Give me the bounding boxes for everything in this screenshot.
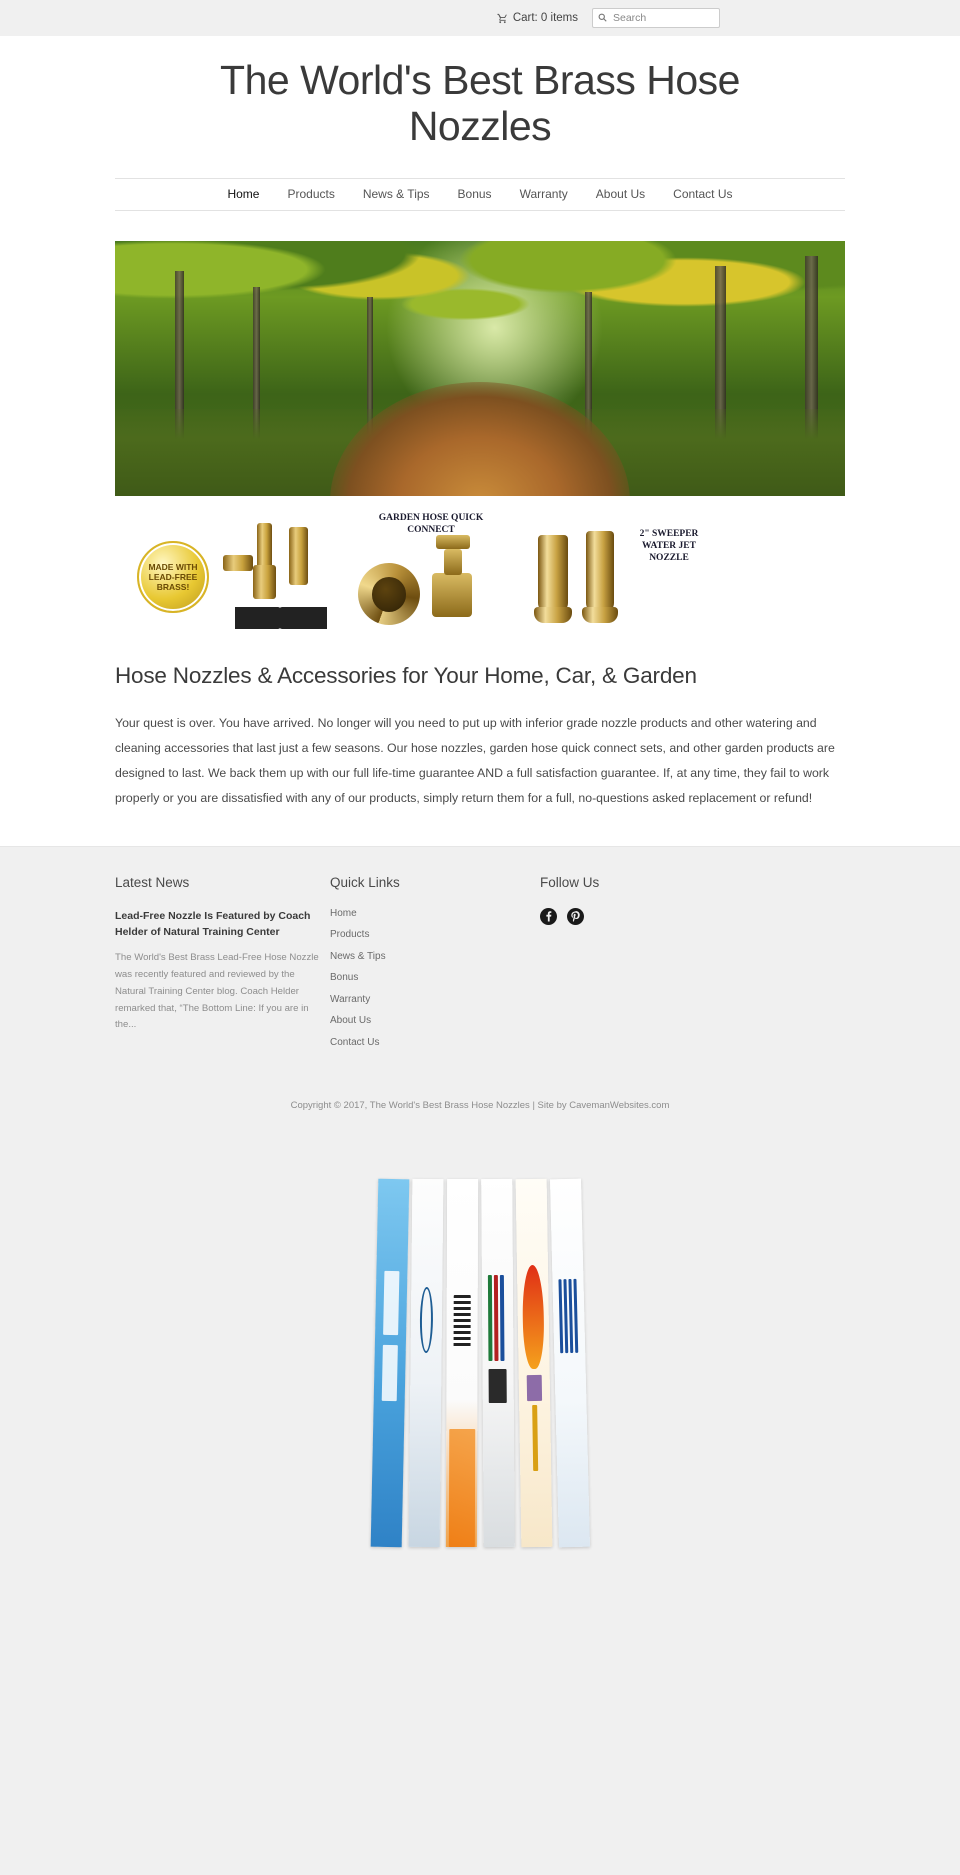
hero-banner-image: [115, 241, 845, 496]
section-heading: Hose Nozzles & Accessories for Your Home, Car, & Garden: [115, 662, 697, 688]
banner-panel-lightblue: [550, 1179, 590, 1548]
nav-item-products[interactable]: Products: [287, 187, 335, 202]
nav-item-about-us[interactable]: About Us: [595, 187, 646, 202]
quick-connect-barb: [436, 535, 470, 549]
sweeper-nozzle: [538, 535, 568, 613]
nozzle-chain: [235, 607, 327, 629]
nozzle-body: [257, 523, 272, 569]
latest-news-title: Latest News: [115, 874, 190, 890]
footer-link-bonus[interactable]: Bonus: [330, 972, 359, 984]
main-navigation: [115, 178, 845, 211]
quick-connect-group-image: [344, 513, 524, 637]
nav-item-news-tips[interactable]: News & Tips: [362, 187, 430, 202]
sweeper-nozzle-base: [534, 607, 572, 623]
facebook-icon[interactable]: [540, 908, 557, 930]
copyright-text: Copyright © 2017, The World's Best Brass Hose Nozzles | Site by CavemanWebsites.com: [290, 1100, 670, 1112]
footer-link-products[interactable]: Products: [330, 929, 370, 941]
follow-us-title: Follow Us: [540, 874, 600, 890]
nozzle-fitting: [223, 555, 253, 571]
nozzle-grip: [253, 565, 276, 599]
search-box[interactable]: [592, 8, 720, 28]
lead-free-brass-badge: [137, 541, 209, 613]
footer-column-latest-news: [115, 875, 325, 1059]
footer-link-news-tips[interactable]: News & Tips: [330, 950, 386, 962]
search-icon: [598, 9, 607, 27]
quick-links-title: Quick Links: [330, 874, 400, 890]
product-showcase-strip: [115, 510, 845, 645]
footer-column-follow-us: [535, 875, 745, 1059]
cart-link[interactable]: [497, 12, 578, 24]
banner-panel-orange: [446, 1179, 478, 1547]
banner-panel-white: [409, 1179, 444, 1547]
cart-label: Cart: 0 items: [512, 12, 578, 24]
quick-connect-label: GARDEN HOSE QUICK CONNECT: [378, 513, 484, 536]
sweeper-jet-group-image: [524, 517, 709, 637]
sweeper-nozzle-base: [582, 607, 618, 623]
banner-panel-blue: [371, 1179, 410, 1548]
footer-link-about-us[interactable]: About Us: [330, 1015, 372, 1027]
footer-link-home[interactable]: Home: [330, 907, 357, 919]
footer-link-contact-us[interactable]: Contact Us: [330, 1036, 380, 1048]
sweeper-nozzle: [586, 531, 614, 613]
shopping-cart-icon: [497, 13, 508, 24]
nav-item-warranty[interactable]: Warranty: [519, 187, 568, 202]
nav-item-home[interactable]: Home: [227, 187, 260, 202]
page-title: The World's Best Brass Hose Nozzles: [220, 57, 740, 149]
brass-nozzle-group-image: [209, 517, 344, 637]
news-post-title[interactable]: Lead-Free Nozzle Is Featured by Coach Helder of Natural Training Center: [115, 909, 311, 938]
pinterest-icon[interactable]: [567, 908, 584, 930]
search-input[interactable]: [611, 11, 714, 25]
quick-connect-adapter: [432, 573, 472, 617]
sweeper-label: 2" SWEEPER WATER JET NOZZLE: [639, 529, 699, 564]
quick-connect-coupler: [358, 563, 420, 625]
nozzle-body: [289, 527, 308, 585]
badge-label: MADE WITH LEAD-FREE BRASS!: [148, 562, 198, 593]
hero-canopy-layer: [115, 241, 845, 399]
utility-bar: [0, 0, 960, 36]
footer-link-warranty[interactable]: Warranty: [330, 993, 371, 1005]
page-content: [0, 36, 960, 846]
news-post-excerpt: The World's Best Brass Lead-Free Hose Nozzle was recently featured and reviewed by the Natural Training Center blog. Coach Helder remarked that, “The Bottom Line: If you are in the...: [115, 952, 319, 1031]
section-paragraph: Your quest is over. You have arrived. No longer will you need to put up with inferior grade nozzle products and other watering and cleaning accessories that last just a few seasons. Our hose nozzles, garden hose quick connect sets, and other garden products are designed to last. We back them up with our full life-time guarantee AND a full satisfaction guarantee. If, at any time, they fail to work properly or you are dissatisfied with any of our products, simply return them for a full, no-questions asked replacement or refund!: [115, 715, 835, 806]
banner-panel-gray: [481, 1179, 515, 1547]
intro-section: [115, 663, 845, 846]
footer-column-quick-links: [325, 875, 535, 1059]
social-links: [540, 908, 745, 930]
rotating-banner-panels: [0, 1171, 960, 1601]
nav-item-contact-us[interactable]: Contact Us: [673, 187, 733, 202]
nav-item-bonus[interactable]: Bonus: [457, 187, 492, 202]
banner-panel-cream: [516, 1179, 553, 1547]
quick-connect-stem: [444, 549, 462, 575]
site-footer: [0, 846, 960, 1602]
